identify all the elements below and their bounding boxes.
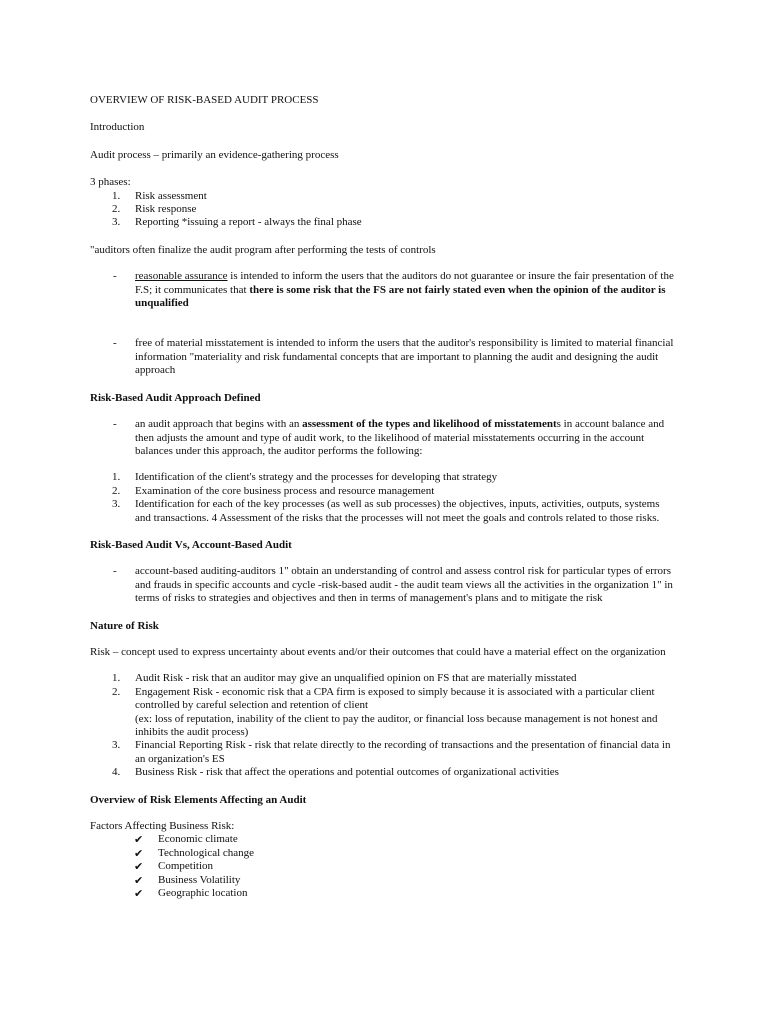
list-item: 2. Examination of the core business process and resource management xyxy=(112,484,435,497)
bullet-vs: - account-based auditing-auditors 1" obtain an understanding of control and assess control risk for particular types of errors and frauds in specific accounts and cycle -risk-based audit - the audit team views all the activities in the organization 1" in terms of risks to strategies and objectives and then in terms of management's plans and to mitigate the risk xyxy=(113,565,673,605)
dash-marker: - xyxy=(113,418,117,431)
list-item: 4. Business Risk - risk that affect the operations and potential outcomes of organizational activities xyxy=(112,766,559,779)
checkmark-icon: ✔ xyxy=(134,846,144,860)
checkmark-icon: ✔ xyxy=(134,860,144,874)
bullet-approach: - an audit approach that begins with an assessment of the types and likelihood of misstatements in account balance and then adjusts the amount and type of audit work, to the likelihood of material misstatements occurring in the account balances under this approach, the auditor performs the following: xyxy=(113,418,665,457)
audit-process-text: Audit process – primarily an evidence-gathering process xyxy=(90,148,339,161)
phases-list xyxy=(90,190,676,230)
risk-types-list xyxy=(90,672,676,779)
list-item: 3. Financial Reporting Risk - risk that relate directly to the recording of transactions and the presentation of financial data in an organization's ES xyxy=(112,739,671,765)
list-item: ✔ Economic climate xyxy=(134,833,238,847)
checkmark-icon: ✔ xyxy=(134,873,144,887)
dash-marker: - xyxy=(113,565,117,578)
list-item: 3. Reporting *issuing a report - always the final phase xyxy=(112,216,362,229)
bullet-material-misstatement: - free of material misstatement is intended to inform the users that the auditor's responsibility is limited to material financial information "materiality and risk fundamental concepts that are important to planning the audit and designing the audit approach xyxy=(113,337,674,377)
checkmark-icon: ✔ xyxy=(134,887,144,901)
list-item: ✔ Business Volatility xyxy=(134,873,241,887)
section-heading-vs: Risk-Based Audit Vs, Account-Based Audit xyxy=(90,538,292,551)
section-heading-nature: Nature of Risk xyxy=(90,619,159,632)
auditors-note: "auditors often finalize the audit program after performing the tests of controls xyxy=(90,243,436,256)
phases-label: 3 phases: xyxy=(90,176,131,189)
approach-list xyxy=(90,471,676,525)
risk-definition: Risk – concept used to express uncertainty about events and/or their outcomes that could have a material effect on the organization xyxy=(90,645,666,658)
list-item: 1. Audit Risk - risk that an auditor may give an unqualified opinion on FS that are materially misstated xyxy=(112,672,577,685)
section-heading-approach: Risk-Based Audit Approach Defined xyxy=(90,391,261,404)
list-item: ✔ Technological change xyxy=(134,846,255,860)
list-item: 1. Risk assessment xyxy=(112,189,207,202)
dash-marker: - xyxy=(113,270,117,283)
list-item: 2. Risk response xyxy=(112,203,197,216)
dash-marker: - xyxy=(113,337,117,350)
checkmark-icon: ✔ xyxy=(134,833,144,847)
document-page xyxy=(90,94,676,900)
list-item: ✔ Competition xyxy=(134,860,213,874)
document-title: OVERVIEW OF RISK-BASED AUDIT PROCESS xyxy=(90,94,319,106)
list-item: 3. Identification for each of the key processes (as well as sub processes) the objectives, inputs, activities, outputs, systems and transactions. 4 Assessment of the risks that the processes will not meet the goals and controls related to those risks. xyxy=(112,498,660,524)
factors-list xyxy=(90,833,676,900)
bullet-reasonable-assurance: - reasonable assurance is intended to inform the users that the auditors do not guarantee or insure the fair presentation of the F.S; it communicates that there is some risk that the FS are not fairly stated even when the opinion of the auditor is unqualified xyxy=(113,270,674,310)
list-item: 2. Engagement Risk - economic risk that a CPA firm is exposed to simply because it is associated with a particular client controlled by careful selection and retention of client (ex: loss of reputation, inability of the client to pay the auditor, or financial loss because management is not honest and inhibits the audit process) xyxy=(112,685,658,738)
intro-heading: Introduction xyxy=(90,121,145,134)
list-item: 1. Identification of the client's strategy and the processes for developing that strategy xyxy=(112,471,498,484)
list-item: ✔ Geographic location xyxy=(134,887,248,901)
factors-label: Factors Affecting Business Risk: xyxy=(90,820,235,833)
section-heading-elements: Overview of Risk Elements Affecting an Audit xyxy=(90,793,307,806)
